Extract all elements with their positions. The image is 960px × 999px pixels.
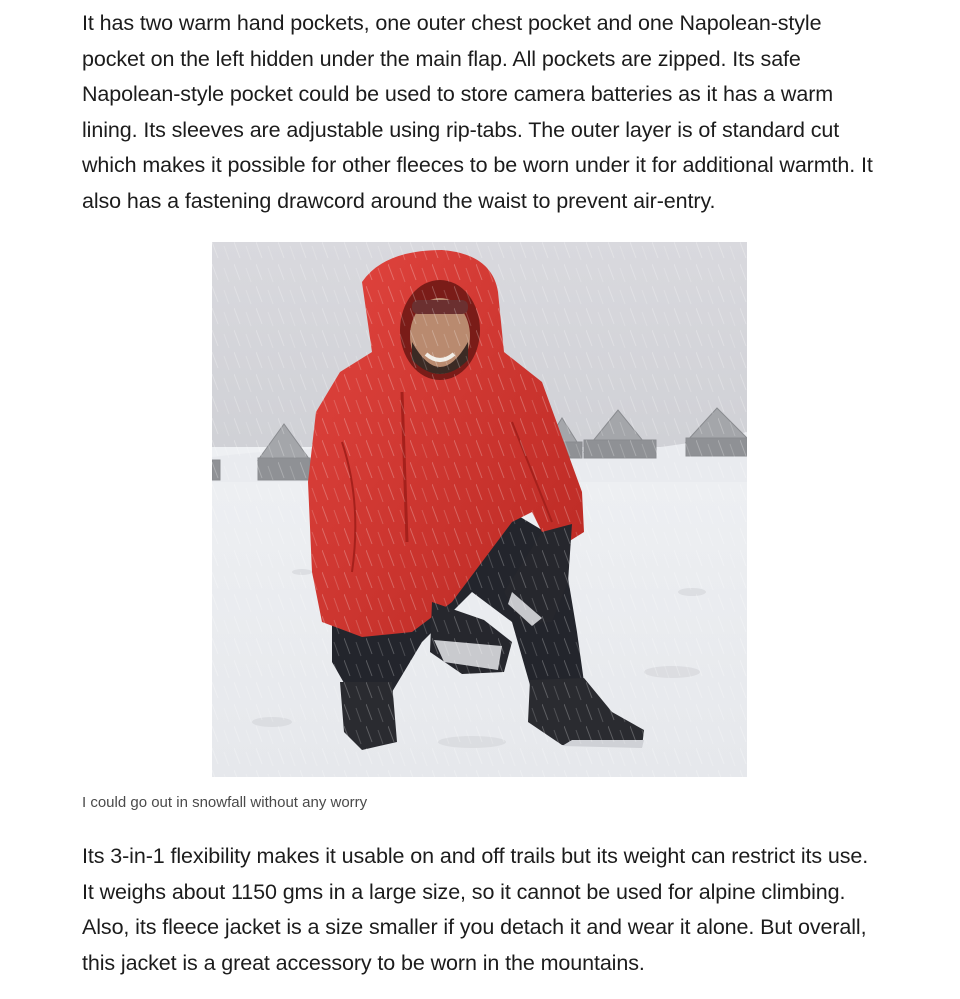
article-figure <box>212 242 747 777</box>
paragraph-jacket-pockets: It has two warm hand pockets, one outer chest pocket and one Napolean-style pocket on the left hidden under the main flap. All pockets are zipped. Its safe Napolean-style pocket could be used to store camera batteries as it has a warm lining. Its sleeves are adjustable using rip-tabs. The outer layer is of standard cut which makes it possible for other fleeces to be worn under it for additional warmth. It also has a fastening drawcord around the waist to prevent air-entry. <box>82 11 873 213</box>
photo-man-in-snow[interactable] <box>212 242 747 777</box>
paragraph-flexibility: Its 3-in-1 flexibility makes it usable on and off trails but its weight can restrict its use. It weighs about 1150 gms in a large size, so it cannot be used for alpine climbing. Also, its fleece jacket is a size smaller if you detach it and wear it alone. But overall, this jacket is a great accessory to be worn in the mountains. <box>82 844 869 975</box>
figure-caption: I could go out in snowfall without any worry <box>82 794 368 811</box>
